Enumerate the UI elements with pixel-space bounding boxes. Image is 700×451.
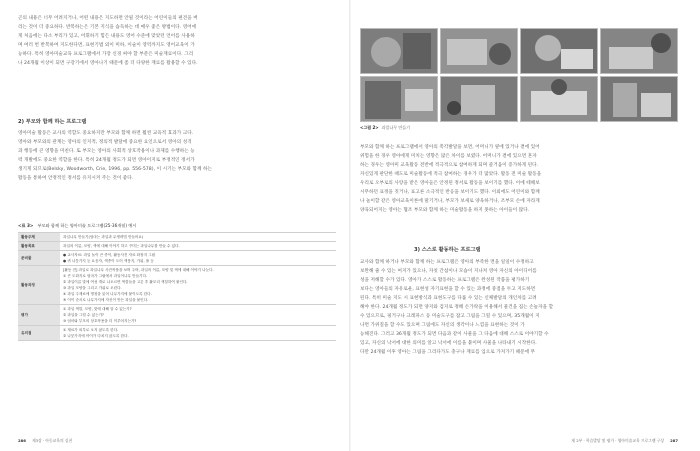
text-line: 시무하던 표정을 짓거나, 표고른 소극적인 반응을 보이기도 했다. 이외에도 어린이와 함께 — [360, 190, 540, 195]
cell-line: ② 과일을 그릴 수 있는가? — [63, 313, 104, 317]
text-line: 다만 24개월 이후 영아는 그림을 그리다가도 충구나 재료를 입으로 가져가기 때문에 무 — [360, 350, 536, 355]
text-line: 수 있으므로, 핑거구나 크레파스 등 미술도구를 잡고 그림을 그릴 수 있으며, 35개월이 지 — [360, 314, 540, 319]
activity-photo — [600, 76, 678, 122]
text-line: 게 처음에는 다소 부리가 있고, 어휘하기 힘든 내용도 영어 수준에 맞았던 언어를 사용하 — [18, 34, 195, 39]
section-paragraph — [360, 143, 678, 215]
text-line: 나면 가위질을 할 수도 있으며 그림에도 자신의 생각이나 느낌을 표현하는 것이 가 — [360, 323, 525, 328]
table-title — [18, 223, 136, 229]
text-line: 곤의 내용은 너무 어려지거나, 어떤 내용은 지도하면 안될 것이라는 어린이들의 편견을 버 — [18, 16, 198, 21]
page-number: 286 — [18, 438, 26, 443]
row-key: 준비물 — [18, 251, 60, 266]
row-value — [60, 266, 336, 305]
table-row — [18, 266, 336, 305]
cell-line: 과일나무 만들기(엄마는 과일과 무생략법 만들어요) — [63, 235, 144, 239]
text-line: 보완해 줄 수 있는 여지가 있으나, 자칫 간섭이나 모습이 지나쳐 영아 자신의 아이디어를 — [360, 269, 537, 274]
page-number: 287 — [670, 438, 678, 443]
program-table — [18, 232, 336, 341]
cell-line: ④ 과일 주재료에 명칭을 읽어 나무가지에 붙이도록 한다. — [63, 292, 152, 296]
cell-line: [활동 전] 과일로 과일나무 사진작품을 보며 주며, 과일의 이름, 모양 및 색에 대해 이야기 나눈다. — [63, 268, 214, 272]
cell-line: 과일의 이름, 모양, 색에 대해 이야기 하고 꾸미는 과일나무를 만들 수 있다. — [63, 244, 180, 248]
text-line: 된다. 특히 미술 지도 시 표현방식과 표현도구를 다룰 수 있는 신체발달의 개인차를 고려 — [360, 296, 537, 301]
text-line: 영아와 부모와의 관계는 영아의 인지적, 정의적 발달에 중요한 요인으로서 영아의 성격 — [18, 140, 192, 145]
cell-line: ① 과일 색깔, 모양, 맛에 대해 알 수 있는가? — [63, 307, 132, 311]
text-line: 능하다. 특히 영아미술교육 프로그램에서 가장 신경 써야 할 부분은 미술재료이다. 그리 — [18, 52, 194, 57]
row-key: 활동목표 — [18, 242, 60, 251]
text-line: 리는 것이 더 중요하다. 반복하는은 기본 지식을 습득하는 데 매우 좋은 방법이다. 영어에 — [18, 25, 197, 30]
text-line: 우리로 오부로의 사랑을 받은 영아들은 안정된 정서로 활동을 보이기를 했다. 이에 떼해보 — [360, 181, 540, 186]
row-value — [60, 233, 336, 242]
section-paragraph — [18, 129, 336, 183]
table-row — [18, 251, 336, 266]
cell-line: ③ 엄마와 부모의 상호작용을 더 이루어지는가? — [63, 319, 137, 323]
text-line: 양육되어지는 영아는 협조 부모와 함께 하는 미술활동을 하지 못하는 아이들이 많다. — [360, 208, 530, 213]
left-folio — [18, 438, 72, 444]
cell-line: ● 귀 나뭇가지 등 요음자, 색종이 도어 색풍지, 가위, 풀 등 — [63, 259, 154, 263]
activity-photo — [360, 76, 438, 122]
text-line: 력 개발에도 중요한 역할을 한다. 특히 24개월 정도가 되면 영아이지로 부정적인 정서가 — [18, 158, 195, 163]
section-heading: 2) 부모와 함께 하는 프로그램 — [18, 119, 87, 125]
activity-photo — [520, 76, 598, 122]
table-row — [18, 305, 336, 326]
text-line: 나 놀이할 같은 영아교육이론에 말기거나, 부모가 보새로 양육하거나, 조부모 손에 자라게 — [360, 199, 540, 204]
text-line: 성을 저해할 수가 있다. 영아가 스스로 활동하는 프로그램은 완성된 작품을 평가하기 — [360, 278, 530, 283]
text-line: 위험을 한 경우 영아에게 미치는 영향은 많은 차이를 보였다. 어머니가 곁에 있으면 혼자 — [360, 154, 537, 159]
row-value — [60, 251, 336, 266]
cell-line: ① 큰 도화지로 엄마가 그림에서 과일이나무 만들기다. — [63, 274, 148, 278]
running-head: 제3장 · 아동교육의 실천 — [31, 438, 73, 443]
cell-line: ⑤ 이이 순서로 나무가지에 자신이 만든 과일을 붙인다. — [63, 298, 149, 302]
text-line: 과 행동에 큰 영향을 미친다. 또 부모는 영아의 사회적 상호작용이나 과제를 수행하는 능 — [18, 149, 195, 154]
figure-caption: 과일나무 만들기 — [381, 125, 410, 130]
row-key: 활동과정 — [18, 266, 60, 305]
cell-line: ① 재료가 외부로 오지 않도록 한다. — [63, 328, 119, 332]
text-line: 보다는 영아들의 자유로운, 표현성 자기표현을 할 수 있는 과정에 중점을 두고 지도하면 — [360, 287, 536, 292]
text-line: 자신있게 판단한 때도로 미술활동에 적극 참여하는 경우가 더 많았다. 활동 전 미술 활동을 — [360, 172, 542, 177]
cell-line: ③ 과일 모양을 그리고 가위로 오린다. — [63, 286, 122, 290]
running-head: 제 2부 · 학습발달 및 평가 · 영아미술교육 프로그램 구상 — [571, 438, 665, 443]
cell-line: ② 나뭇가지에 아이가 다치지 않도록 한다. — [63, 334, 129, 338]
text-line: 활동을 통하여 안정적인 정서를 유지시켜 주는 것이 좋다. — [18, 176, 134, 181]
table-row — [18, 326, 336, 341]
text-line: 영아미술 활동은 교사의 역할도 중요하지만 부모와 함께 하면 훨씬 교육적 효과가 크다. — [18, 131, 194, 136]
section-heading: 3) 스스로 활동하는 프로그램 — [414, 247, 481, 253]
row-value — [60, 305, 336, 326]
intro-paragraph — [18, 14, 336, 68]
cell-line: ② 과일이름 말에 여섯 개로 나오르면 색깔들을 고른 후 활모리 색칠하여 붙인다. — [63, 280, 188, 284]
text-line: 있고, 자신의 낙서에 대한 의미를 알고 낙서에 이름을 붙이며 사물을 나타내기 시작한다. — [360, 341, 537, 346]
text-line: 교사와 함께 하거나 부모와 함께 하는 프로그램은 영아의 부족한 면을 일일이 수정하고 — [360, 260, 534, 265]
row-key: 유의점 — [18, 326, 60, 341]
row-key: 활동주제 — [18, 233, 60, 242]
text-line: 능해진다. 그러고 36개월 정도가 되면 다음과 같이 사물을 그 다음에 대해 스스로 이야기할 수 — [360, 332, 549, 337]
activity-photo — [360, 28, 438, 74]
row-value — [60, 242, 336, 251]
section-paragraph — [360, 258, 678, 357]
activity-photo — [440, 28, 518, 74]
activity-photo — [520, 28, 598, 74]
cell-line: ● 교사자료: 과일 놀이 큰 종이, 활동사진 자료 화장지 그림 — [63, 253, 156, 257]
activity-photo — [600, 28, 678, 74]
text-line: 해야 한다. 24개월 정도가 되면 양지와 검지로 정해 손가락을 이용해서 물건을 집는 손놀자을 할 — [360, 305, 554, 310]
page-gutter — [349, 0, 351, 451]
figure-label: <그림 2> — [360, 125, 379, 130]
photo-caption — [360, 125, 410, 131]
table-caption: 부모와 함께 하는 영아미술 프로그램(25-36개월) 예시 — [37, 223, 137, 228]
left-page — [18, 8, 336, 448]
text-line: 며 여러 번 반복하여 지도한다면, 표현기법 외이 미하, 이술이 영역까지도 영어교육이 가 — [18, 43, 195, 48]
activity-photo — [440, 76, 518, 122]
right-page — [360, 8, 678, 448]
table-row — [18, 233, 336, 242]
text-line: 나 24개월 이상이 되면 구강기에서 영아나기 때문에 좀 더 다양한 재료를 활용할 수 있다. — [18, 61, 198, 66]
text-line: 생기게 되므로(Belsky, Woodworth, Crie, 1996, pp. 556-578), 이 시기는 부모와 함께 하는 — [18, 167, 213, 172]
row-value — [60, 326, 336, 341]
row-key: 평가 — [18, 305, 60, 326]
text-line: 하는 경우는 영아미 교육활동 전반에 적극적으로 참여하게 되며 즐거움이 증가하게 된다. — [360, 163, 539, 168]
table-row — [18, 242, 336, 251]
table-label: <표 3> — [18, 223, 34, 228]
photo-collage — [360, 28, 678, 122]
text-line: 부모와 함께 하는 프로그램에서 영아의 촉각발달을 보면, 어머니가 옆에 있거나 곁에 있어 — [360, 145, 540, 150]
right-folio — [571, 438, 678, 444]
